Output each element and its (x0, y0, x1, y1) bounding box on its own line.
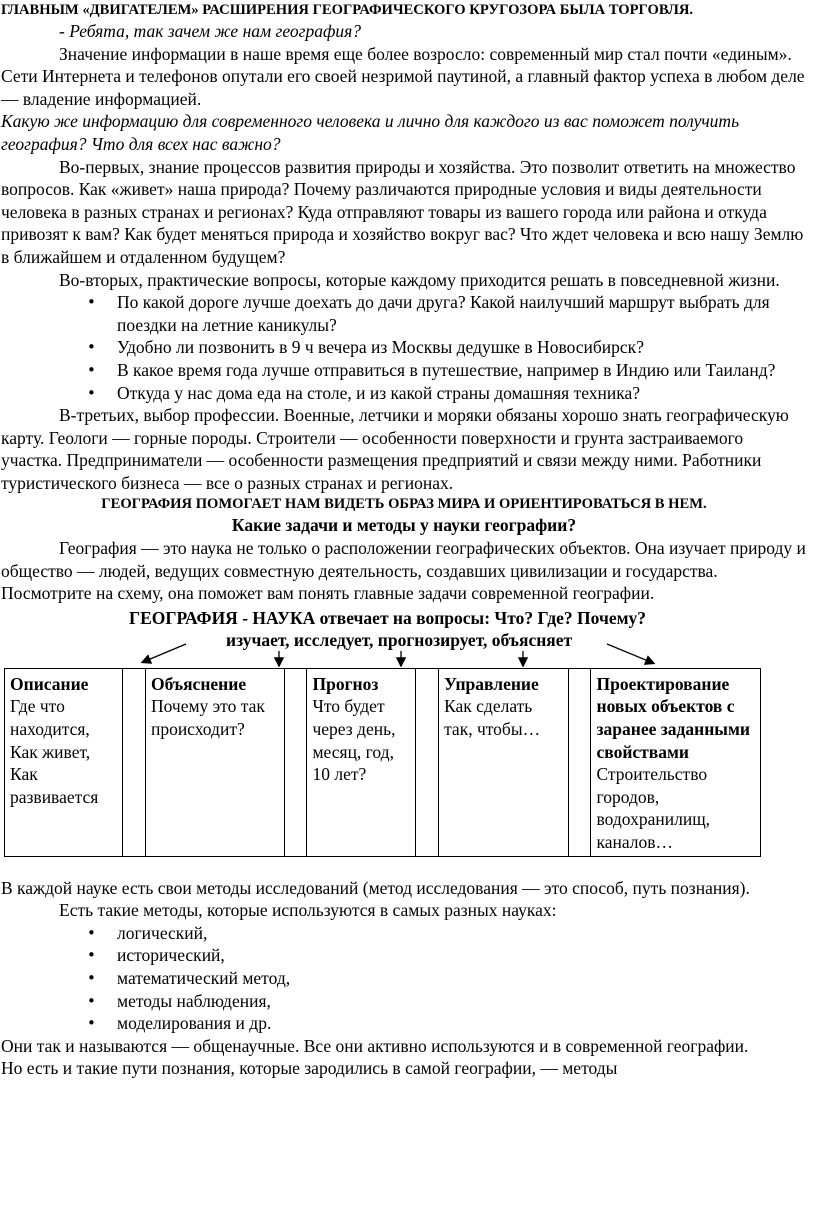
paragraph-first: Во-первых, знание процессов развития природы и хозяйства. Это позволит ответить на множество вопросов. Как «живет» наша природа? Почему различаются природные условия и виды деятельности человека в разных странах и регионах? Куда отправляют товары из вашего города или района и откуда привозят к вам? Как будет меняться природа и хозяйство вокруг вас? Что ждет человека и всю нашу Землю в ближайшем и отдаленном будущем? (1, 156, 804, 267)
cell-title: Управление (444, 673, 539, 694)
cell-title: Проектирование новых объектов с заранее заданными свойствами (596, 673, 750, 762)
paragraph-second: Во-вторых, практические вопросы, которые каждому приходится решать в повседневной жизни. (59, 269, 780, 290)
cell-explanation (145, 668, 284, 856)
arrow-to-description (143, 644, 186, 662)
paragraph-third: В-третьих, выбор профессии. Военные, летчики и моряки обязаны хорошо знать географическую карту. Геологи — горные породы. Строители — особенности поверхности и грунта застраиваемого участка. Предприниматели — особенности размещения предприятий и связи между ними. Работники туристического бизнеса — все о разных странах и регионах. (1, 405, 789, 493)
paragraph-methods: В каждой науке есть свои методы исследований (метод исследования — это способ, путь познания). (1, 877, 750, 898)
list-item: • Откуда у нас дома еда на столе, и из какой страны домашняя техника? (1, 382, 807, 405)
paragraph-information: Значение информации в наше время еще более возросло: современный мир стал почти «единым». Сети Интернета и телефонов опутали его своей незримой паутиной, а главный фактор успеха в любом деле — владение информацией. (1, 43, 805, 109)
cell-title: Описание (10, 673, 89, 694)
cell-description (5, 668, 123, 856)
question-what-info: Какую же информацию для современного человека и лично для каждого из вас поможет получить география? Что для всех нас важно? (1, 111, 740, 154)
list-item: • математический метод, (1, 967, 807, 990)
paragraph-methods-intro: Есть такие методы, которые используются в самых разных науках: (59, 900, 557, 921)
cell-design (591, 668, 761, 856)
cell-text: Что будет через день, месяц, год, 10 лет? (312, 696, 396, 785)
heading-image-of-world: ГЕОГРАФИЯ ПОМОГАЕТ НАМ ВИДЕТЬ ОБРАЗ МИРА И ОРИЕНТИРОВАТЬСЯ В НЕМ. (101, 496, 707, 513)
schema-header (1, 607, 807, 662)
cell-text: Почему это так происходит? (150, 696, 265, 740)
cell-title: Прогноз (312, 673, 379, 694)
schema-title: ГЕОГРАФИЯ - НАУКА отвечает на вопросы: Что? Где? Почему? (129, 607, 647, 628)
list-item: • методы наблюдения, (1, 990, 807, 1013)
list-item: • По какой дороге лучше доехать до дачи друга? Какой наилучший маршрут выбрать для поездки на летние каникулы? (1, 291, 807, 336)
cell-management (439, 668, 569, 856)
schema-arrows (1, 607, 807, 667)
methods-list (1, 922, 807, 1035)
list-item: • логический, (1, 922, 807, 945)
list-item: • Удобно ли позвонить в 9 ч вечера из Москвы дедушке в Новосибирск? (1, 336, 807, 359)
cell-gap (416, 668, 439, 856)
heading-trade: ГЛАВНЫМ «ДВИГАТЕЛЕМ» РАСШИРЕНИЯ ГЕОГРАФИЧЕСКОГО КРУГОЗОРА БЫЛА ТОРГОВЛЯ. (1, 2, 694, 18)
cell-gap (123, 668, 146, 856)
cell-title: Объяснение (150, 673, 247, 694)
question-why-geography: - Ребята, так зачем же нам география? (59, 21, 362, 41)
arrow-to-design (607, 644, 653, 663)
schema-subtitle: изучает, исследует, прогнозирует, объясняет (226, 629, 573, 650)
cell-text: Как сделать так, чтобы… (444, 696, 541, 740)
list-item: • В какое время года лучше отправиться в путешествие, например в Индию или Таиланд? (1, 359, 807, 382)
table-row (5, 668, 761, 856)
practical-questions-list (1, 291, 807, 404)
schema-table (4, 668, 761, 857)
heading-tasks-methods: Какие задачи и методы у науки географии? (231, 515, 577, 536)
cell-text: Где что находится, Как живет, Как развивается (10, 696, 99, 807)
cell-gap (568, 668, 591, 856)
spacer (1, 857, 807, 877)
list-item: • исторический, (1, 944, 807, 967)
cell-gap (284, 668, 307, 856)
cell-forecast (307, 668, 416, 856)
cell-text: Строительство городов, водохранилищ, каналов… (596, 764, 711, 852)
paragraph-general-methods: Они так и называются — общенаучные. Все они активно используются и в современной географии. (1, 1035, 749, 1056)
paragraph-last: Но есть и такие пути познания, которые зародились в самой географии, — методы (1, 1058, 618, 1079)
list-item: • моделирования и др. (1, 1012, 807, 1035)
paragraph-geography: География — это наука не только о расположении географических объектов. Она изучает природу и общество — людей, ведущих совместную деятельность, создавших цивилизации и государства. Посмотрите на схему, она поможет вам понять главные задачи современной географии. (1, 538, 806, 604)
